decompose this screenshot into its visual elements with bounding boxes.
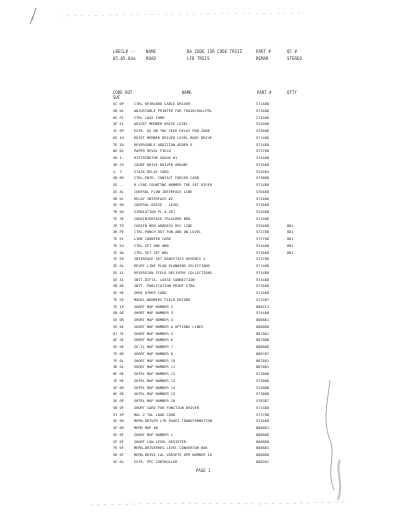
row-part-number: 573888	[256, 392, 269, 397]
row-part-number: 575488	[256, 162, 269, 167]
row-part-number: 573788	[256, 412, 269, 417]
row-part-number: 571486	[256, 216, 269, 221]
row-part-number: 573888	[256, 176, 269, 181]
row-part-number: C74486	[256, 115, 269, 120]
row-code: 0T 3F	[113, 331, 124, 336]
row-description: MEMO-DRIVER LTR PAGES TRANSFORMATION	[134, 419, 212, 424]
row-description: EXTR. #2 BB THE FEED RELAY PAD ZONE	[134, 129, 210, 133]
row-part-number: 888888	[256, 345, 269, 349]
row-code: SE 0R	[113, 385, 124, 390]
row-code: SH 1-	[113, 156, 124, 160]
row-code: TE 5A	[113, 142, 124, 147]
row-description: MEMO-DRIVE CAL VARIETE OPR NUMBER 10	[134, 453, 212, 457]
column-header-name: NAME	[182, 90, 192, 95]
row-code: 7E 0E	[113, 378, 124, 383]
row-part-number: 574486	[256, 122, 269, 127]
bottom-edge-noise	[90, 502, 345, 505]
top-edge-noise	[60, 13, 300, 16]
row-part-number: 573788	[256, 149, 269, 154]
row-code: 3E E1	[113, 122, 124, 127]
row-code: 5C 0P	[113, 102, 124, 106]
row-code: 7E 0L	[113, 358, 124, 363]
row-description: CTRL-PUNCH OUT FUN AND ON LEVEL	[134, 230, 202, 235]
row-description: SHORT CARD FOR FUNCTION DRIVER	[134, 405, 199, 410]
row-part-number: 374488	[256, 156, 269, 160]
row-part-number: 572487	[256, 297, 269, 302]
row-part-number: 887881	[256, 331, 269, 336]
row-part-number: 571788	[256, 230, 269, 235]
page-footer	[196, 468, 210, 473]
row-part-number: 571488	[256, 264, 269, 268]
row-code: 3E 0L	[113, 264, 124, 268]
row-code: SB 0R	[113, 176, 124, 181]
row-extra: 881	[287, 250, 294, 255]
row-description: MAL 2 TAL LOAD CARD	[134, 412, 176, 417]
row-part-number: 573488	[256, 250, 269, 255]
row-description: CTRL-ENTR. CONTACT FORCED CARD	[134, 176, 199, 181]
row-description: LINE COUNTER CARD	[134, 237, 171, 241]
page-number: 1	[208, 468, 211, 473]
row-description: CTRL-SET ONE #BB	[134, 243, 169, 248]
row-code: SB 0L	[113, 196, 124, 201]
row-description: REVRT-LINE PLAN PLANNING SELECTIONS	[134, 264, 210, 268]
row-part-number: 888888	[256, 453, 269, 457]
row-code: SE 0R	[113, 318, 124, 322]
row-part-number: 574488	[256, 243, 269, 248]
row-part-number: 573888	[256, 378, 269, 383]
row-part-number: 887881	[256, 365, 269, 370]
row-code: SB 0T	[113, 453, 124, 457]
row-code: 0F 0E	[113, 392, 124, 397]
row-description: SHTRL MAP NUMBER 12	[134, 372, 176, 376]
row-code: SB 0F	[113, 405, 124, 410]
row-description: INTERFACE SET DENSITIES REGENTS 2	[134, 257, 206, 262]
row-code: 3R PE	[113, 230, 124, 235]
row-description: INTT. PUBLICATION PRINT STRA	[134, 284, 195, 289]
row-description: SHORT MAP NUMBER 3	[134, 311, 173, 316]
row-description: COREIN REN ADDRESS REC LINE	[134, 223, 193, 228]
row-description: SIMULATION PL #-SET	[134, 210, 176, 214]
row-description: PAPER REVOL FIELD	[134, 149, 171, 154]
row-part-number: 573488	[256, 108, 269, 113]
row-extra: 881	[287, 230, 294, 235]
row-part-number: 572788	[256, 237, 269, 241]
row-description: MEMO-DRIVERREG LEVEL CONVERTOR BAR	[134, 446, 208, 451]
row-description: MEMO MAP #8	[134, 426, 158, 430]
row-part-number: 888881	[256, 318, 269, 322]
row-code: SE 0F	[113, 439, 124, 444]
row-part-number: 572486	[256, 196, 269, 201]
header-far-right-top: QC #	[287, 49, 298, 54]
row-code: SE 0R	[113, 419, 124, 424]
row-code: SE 4L	[113, 270, 124, 275]
row-code: SE 0E	[113, 324, 124, 329]
header-far-right-bottom: STEREO	[287, 56, 303, 61]
page-label: PAGE	[196, 468, 206, 473]
row-description: RESET MEMBER DRIVER LEVEL BODY DRIVE	[134, 135, 212, 140]
row-extra: 881	[287, 243, 294, 248]
table-row	[0, 459, 400, 466]
row-code: 7E 0R	[113, 351, 124, 356]
row-description: CONTROL DRIVE - LEVEL	[134, 203, 180, 208]
row-description: SHORT MAP NUMBER 1	[134, 432, 173, 437]
row-description: REVERSABLE ADDITION ADDER 5	[134, 142, 193, 147]
row-part-number: 888881	[256, 446, 269, 451]
row-part-number: 578387	[256, 399, 269, 403]
header-right-bottom: REMAR	[256, 56, 269, 61]
row-code: TE SE	[113, 297, 124, 302]
row-description: COUNT DRIVE DRIVER AMOUNT	[134, 162, 189, 167]
header-desc-bottom: LFD TRSIS	[187, 56, 210, 61]
header-right-top: PART #	[256, 49, 272, 54]
row-code: 3R S5	[113, 162, 124, 167]
row-code: TE E1	[113, 237, 124, 241]
row-description: SHORT MAP NUMBER 2	[134, 304, 173, 309]
row-description: CTRL-SET SET BBL	[134, 250, 169, 255]
row-part-number: 888888	[256, 432, 269, 437]
row-code: SE 0R	[113, 203, 124, 208]
row-part-number: 888881	[256, 426, 269, 430]
row-description: SHORT MAP NUMBER 5	[134, 331, 173, 336]
row-part-number: 574488	[256, 277, 269, 282]
row-description: SHORT MAP NUMBER 10	[134, 358, 176, 363]
row-code: SE --	[113, 183, 124, 187]
row-part-number: 571488	[256, 183, 269, 187]
row-part-number: 888281	[256, 459, 269, 464]
header-left-bottom: 05.05.84a	[113, 56, 136, 61]
header-left-top: LBECL# --	[113, 49, 136, 54]
row-code: TH 0A	[113, 210, 124, 214]
row-code: 3T 3P	[113, 412, 124, 417]
row-code: SE 0R	[113, 426, 124, 430]
row-code: TE 0A	[113, 250, 124, 255]
row-description: SHORT MAP NUMBER 4	[134, 318, 173, 322]
row-code: SE 4I	[113, 277, 124, 282]
row-description: REVERSION FIELD DELIVERY COLLECTIONS	[134, 270, 212, 275]
column-header-sub: SUF	[113, 95, 121, 100]
row-part-number: 571488	[256, 291, 269, 295]
right-smudge	[338, 460, 340, 500]
row-description: INTT-DIFTA. LOSSE CONNECTION	[134, 277, 195, 282]
row-description: SHTRL MAP NUMBER 20	[134, 399, 176, 403]
row-description: RELAY INTERFACE #2	[134, 196, 173, 201]
row-part-number: 888213	[256, 304, 269, 309]
row-code: 3E 0P	[113, 399, 124, 403]
row-code: TE 1P	[113, 304, 124, 309]
row-part-number: 570486	[256, 129, 269, 133]
row-code: 3C 0P	[113, 129, 124, 133]
row-part-number: C71488	[256, 102, 269, 106]
row-part-number: 574484	[256, 169, 269, 174]
row-part-number: 887888	[256, 338, 269, 343]
row-code: SB 0E	[113, 284, 124, 289]
row-part-number: 574488	[256, 419, 269, 424]
row-code: 0E 0L	[113, 149, 124, 154]
row-part-number: 570488	[256, 223, 269, 228]
row-description: SHORT LOW-LEVEL REGISTER	[134, 439, 186, 444]
row-description: COREINTERFACE-TRLACHER BRD	[134, 216, 191, 221]
row-extra: 881	[287, 223, 294, 228]
column-header-qty: QTTY	[287, 90, 297, 95]
column-header-code: CODE OUT	[113, 90, 133, 95]
row-code: SB 0L	[113, 108, 124, 113]
row-code: 6E P1	[113, 115, 124, 120]
row-code: JP TR	[113, 223, 124, 228]
row-description: CTRL KEYBOARD CABLE DRIVER	[134, 102, 191, 106]
row-description: EXTR. PPC CONTROLLER	[134, 459, 178, 464]
row-part-number: 888787	[256, 351, 269, 356]
row-code: TE E4	[113, 243, 124, 248]
row-code: SE 0E	[113, 291, 124, 295]
column-header-part: PART #	[257, 90, 272, 95]
row-description: ADJUST MEMBER DRIVE LEVEL	[134, 122, 189, 127]
row-part-number: 572788	[256, 257, 269, 262]
row-code: TE 3E	[113, 216, 124, 221]
row-part-number: 888888	[256, 439, 269, 444]
row-extra: 881	[287, 237, 294, 241]
row-code: 0F 3E	[113, 338, 124, 343]
row-code: SE 0L	[113, 459, 124, 464]
row-description: MODEL-NUMBERS FIELD RECORD	[134, 297, 191, 302]
row-part-number: 574488	[256, 311, 269, 316]
row-description: CONTROL FLOW INTERFACE LINE	[134, 189, 193, 194]
row-description: DISTRIBUTOR GAUGE #1	[134, 156, 178, 160]
row-description: SHORT MAP NUMBER 11	[134, 365, 176, 370]
row-description: STACK RELAY CARD	[134, 169, 169, 174]
row-code: SE 0F	[113, 432, 124, 437]
header-desc-top: BA CODE ISR CODE TRSIZ	[187, 49, 243, 54]
row-part-number: 571488	[256, 142, 269, 147]
row-description: SHTRL MAP NUMBER 13	[134, 378, 176, 383]
header-mid-bottom: ROAD	[146, 56, 157, 61]
row-part-number: 571888	[256, 372, 269, 376]
row-description: SE-TL MAP NUMBER 7	[134, 345, 173, 349]
row-code: 0F 0E	[113, 372, 124, 376]
row-description: SHORT MAP NUMBER 8	[134, 351, 173, 356]
header-mid-top: NAME	[146, 49, 157, 54]
row-part-number: 888888	[256, 324, 269, 329]
row-description: R LINE COUNTING NUMBER THE SET RISER	[134, 183, 212, 187]
row-part-number: 573488	[256, 203, 269, 208]
row-description: SHORT MAP NUMBER & OPTIONS LINES	[134, 324, 204, 329]
row-code: 7E 0F	[113, 446, 124, 451]
row-description: SHMI OTHER CARD	[134, 291, 167, 295]
row-code: 3R 0L	[113, 365, 124, 370]
row-code: SE 0E	[113, 345, 124, 349]
row-part-number: 571488	[256, 405, 269, 410]
row-description: SHTRL MAP NUMBER 14	[134, 385, 176, 390]
row-part-number: 574488	[256, 210, 269, 214]
row-code: SB 0E	[113, 311, 124, 316]
row-part-number: 887881	[256, 358, 269, 363]
row-part-number: 571486	[256, 135, 269, 140]
row-description: ADJUSTABLE PRINTER FOR TRAIN/ROLLPRL	[134, 108, 212, 113]
corner-mark	[30, 8, 36, 24]
row-description: SHTRL MAP NUMBER 15	[134, 392, 176, 397]
row-part-number: 570488	[256, 189, 269, 194]
row-code: 4_ 7-	[113, 169, 124, 174]
row-description: SHORT MAP NUMBER 6	[134, 338, 173, 343]
row-code: 6E 1H	[113, 135, 124, 140]
row-code: TE E0	[113, 257, 124, 262]
row-part-number: 573488	[256, 284, 269, 289]
row-description: CTRL LOGS FORM	[134, 115, 165, 120]
row-part-number: 574888	[256, 385, 269, 390]
row-part-number: 571488	[256, 270, 269, 275]
row-code: SE 8L	[113, 189, 124, 194]
